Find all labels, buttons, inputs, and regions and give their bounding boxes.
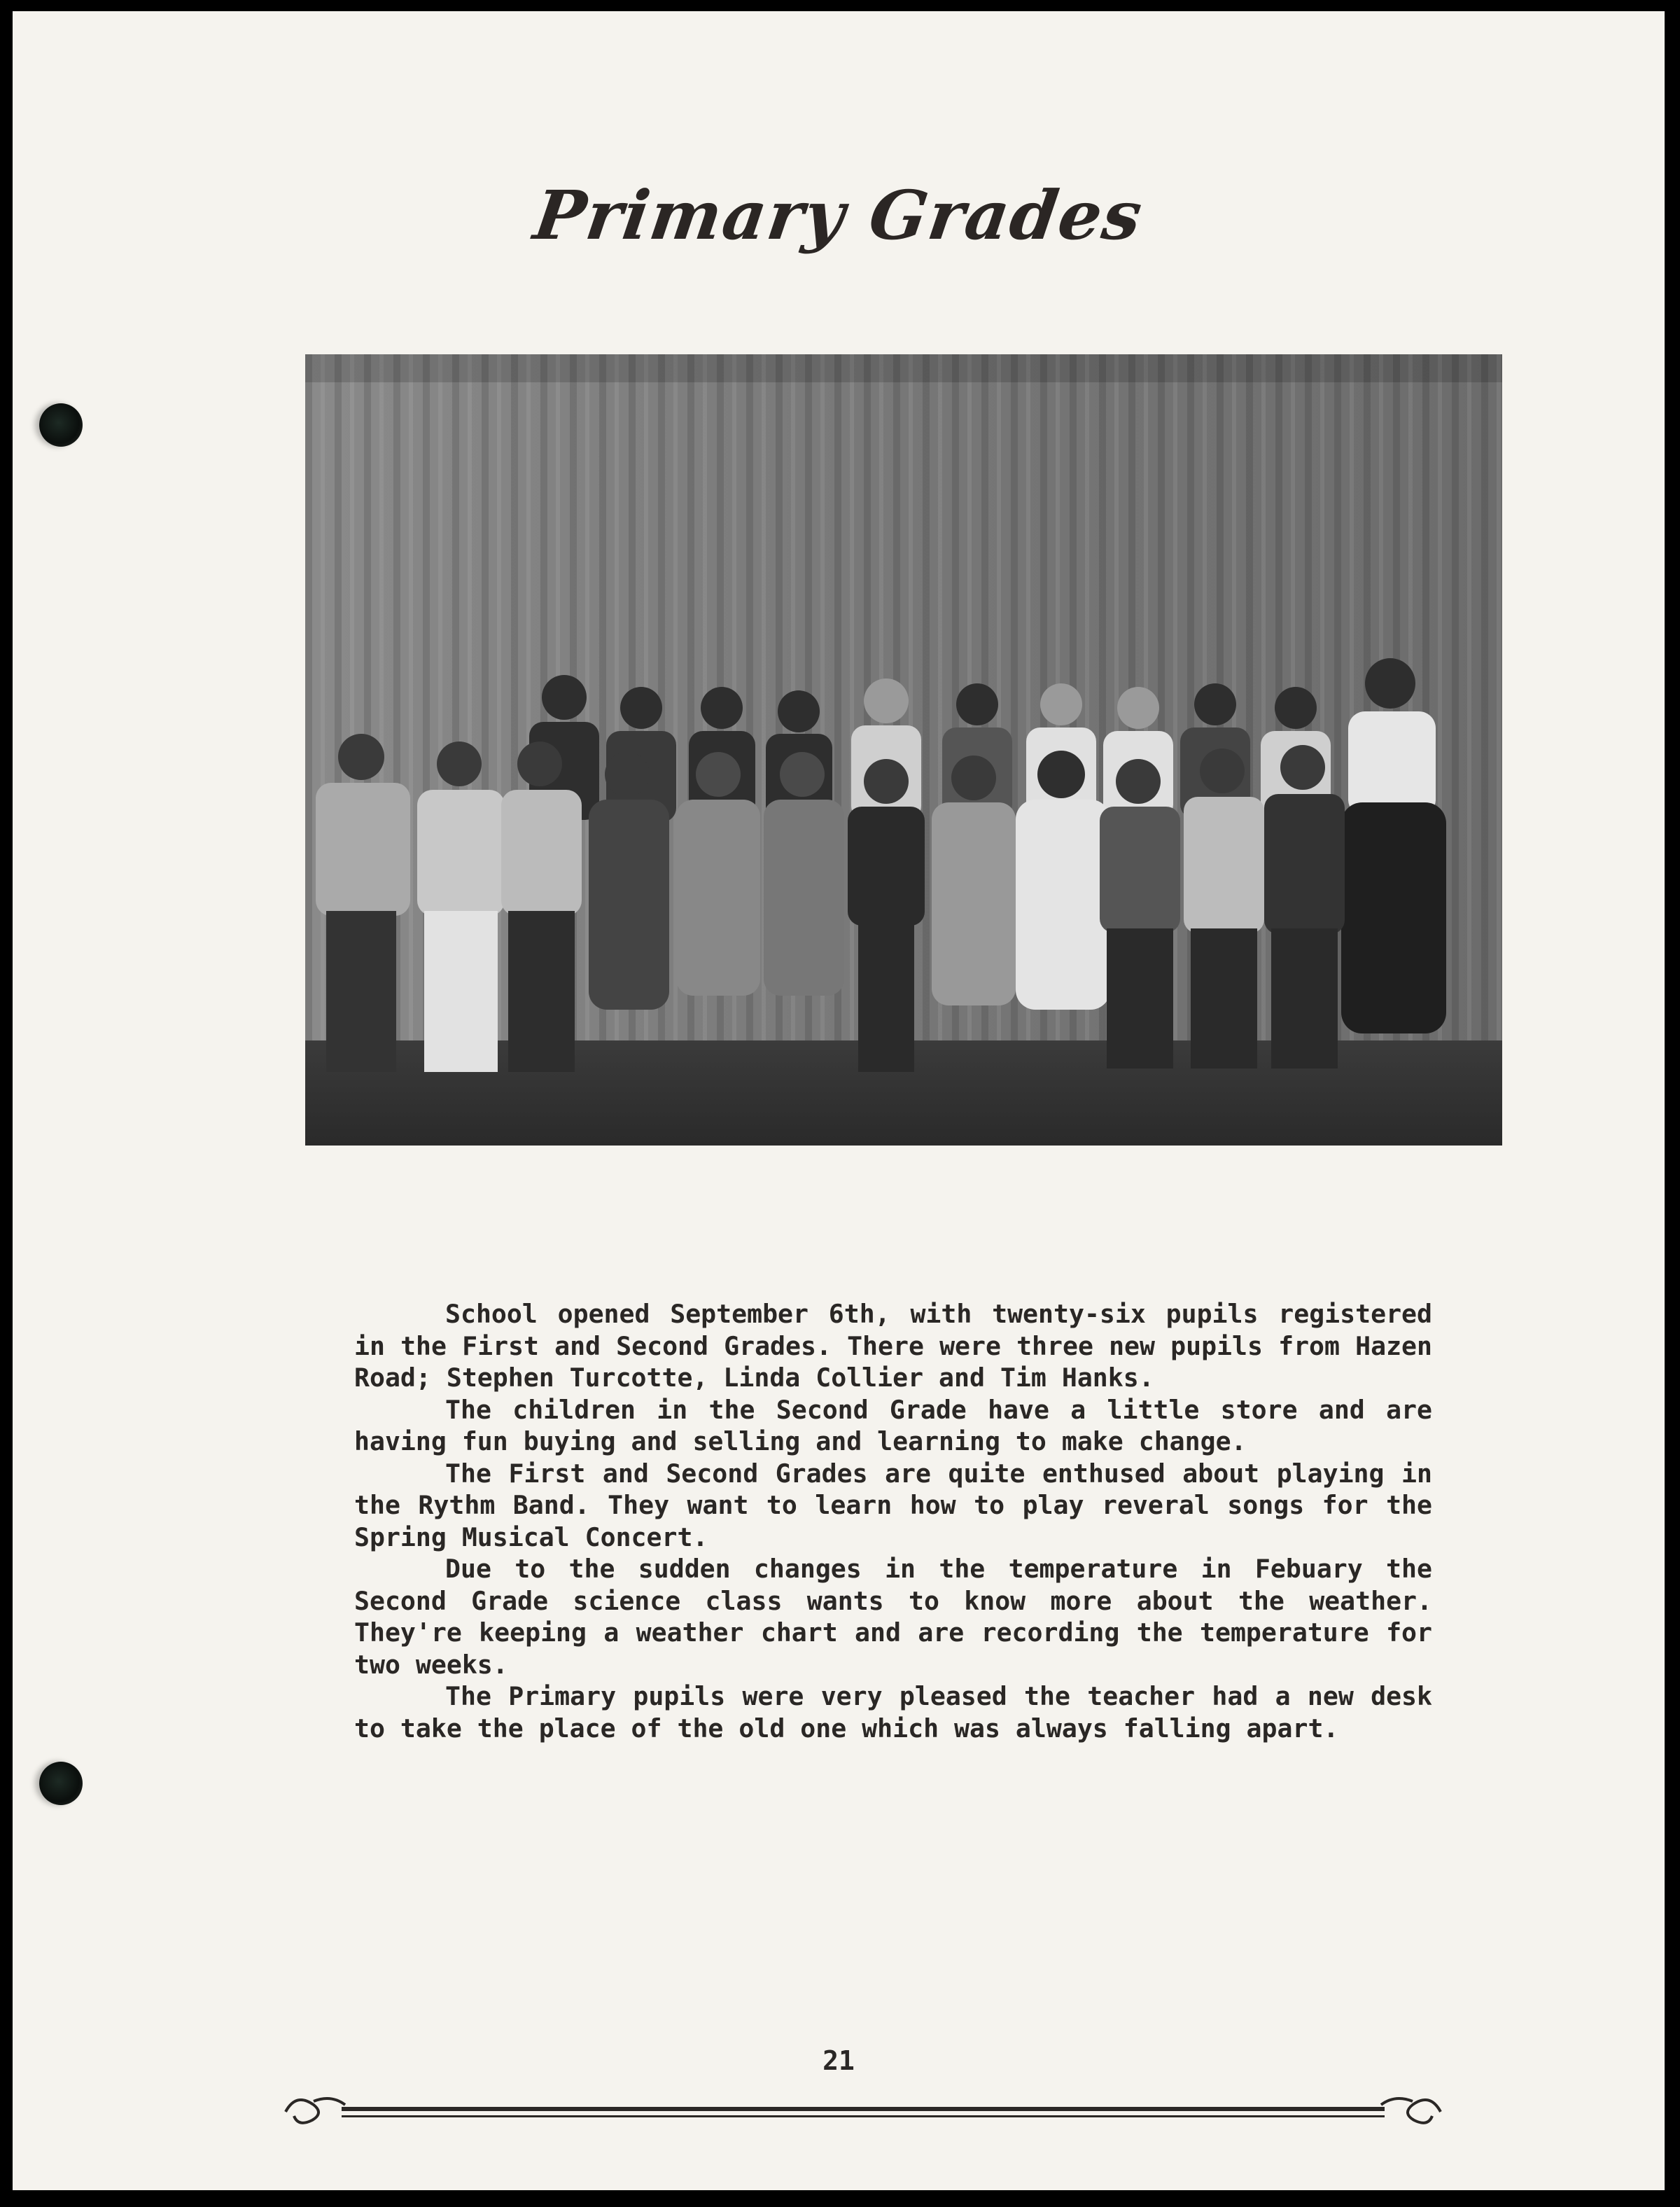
yearbook-page [13,11,1665,2190]
class-photo [305,354,1502,1146]
binder-hole-bottom [39,1762,83,1805]
binder-hole-top [39,403,83,447]
paragraph-4: Due to the sudden changes in the temperature in Febuary the Second Grade science class wants to know more about the weather. They're keeping a weather chart and are recording the temperature for two weeks. [354,1554,1432,1680]
class-photo-illustration [305,354,1502,1146]
paragraph-5: The Primary pupils were very pleased the teacher had a new desk to take the place of the old one which was always falling apart. [354,1681,1432,1743]
page-number: 21 [822,2045,855,2076]
page-title: Primary Grades [529,176,1148,255]
article-body [354,1298,1432,1744]
paragraph-3: The First and Second Grades are quite enthused about playing in the Rythm Band. They want to learn how to play reveral songs for the Spring Musical Concert. [354,1458,1432,1552]
paragraph-2: The children in the Second Grade have a little store and are having fun buying and selling and learning to make change. [354,1394,1432,1456]
paragraph-1: School opened September 6th, with twenty-six pupils registered in the First and Second Grades. There were three new pupils from Hazen Road; Stephen Turcotte, Linda Collier and Tim Hanks. [354,1299,1432,1393]
decorative-rule [272,2087,1455,2136]
